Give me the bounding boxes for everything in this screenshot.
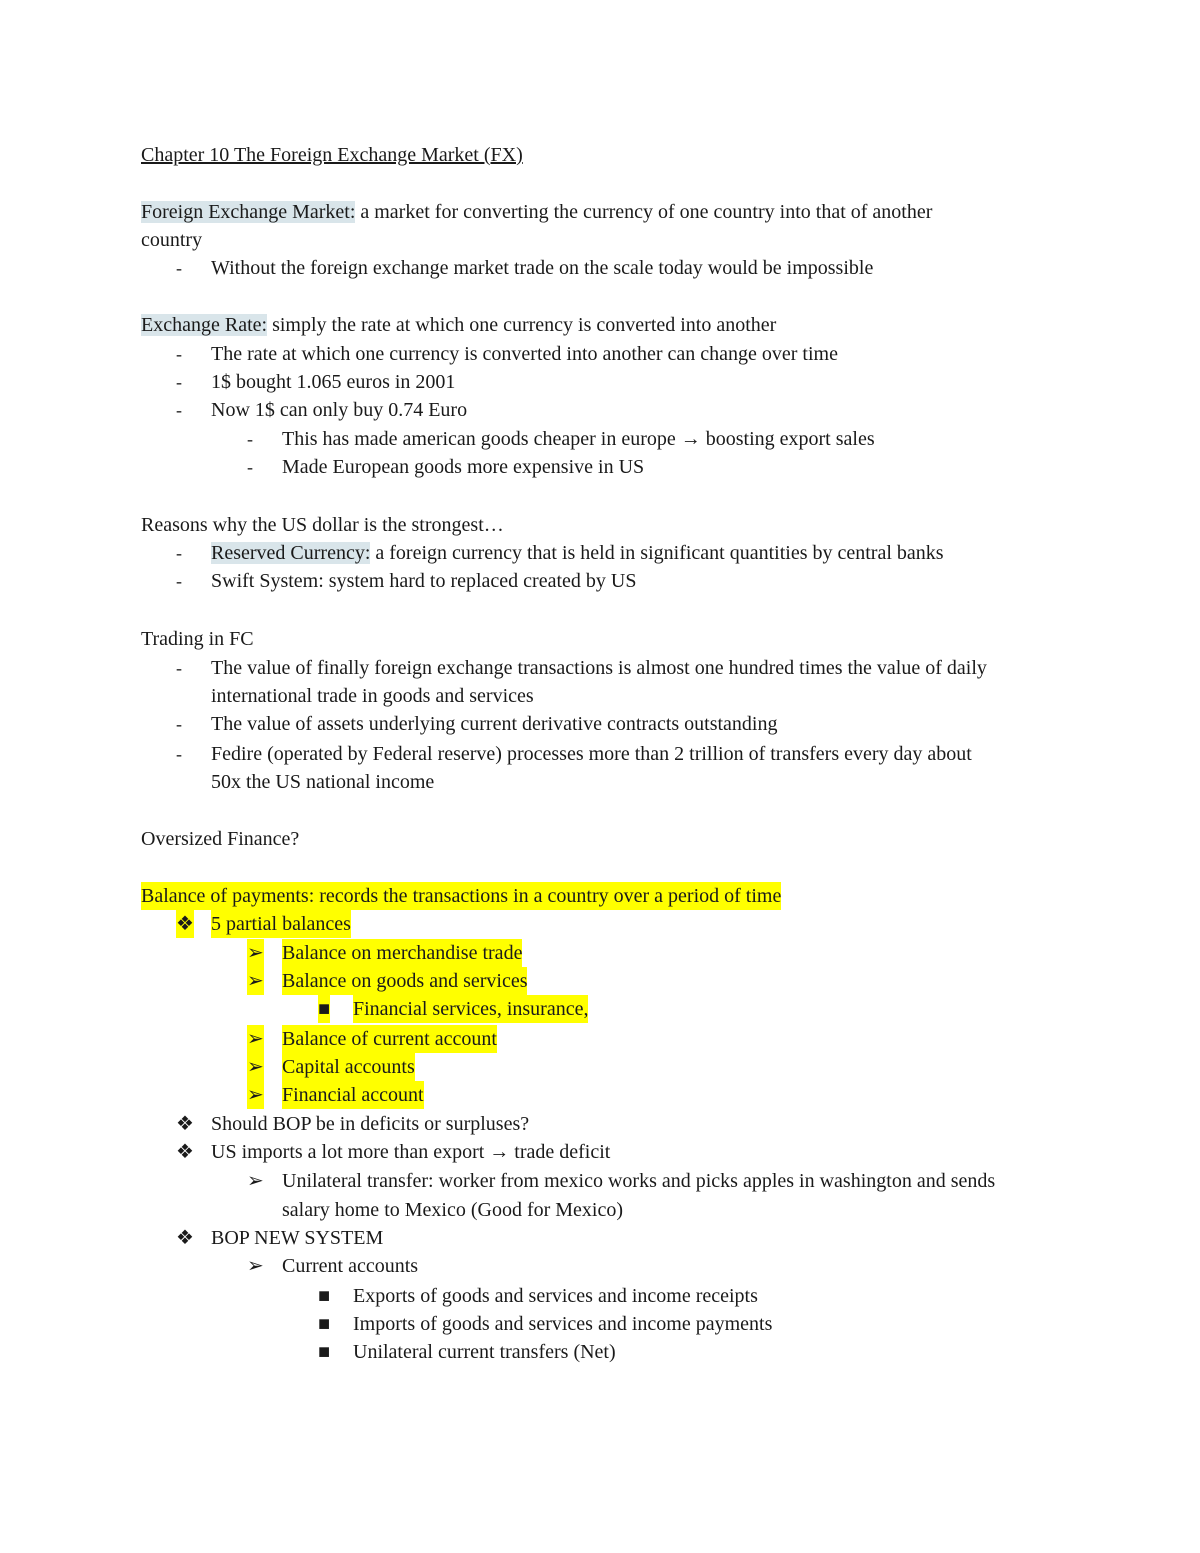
list-item-text: Financial account: [282, 1081, 424, 1109]
list-item-text: BOP NEW SYSTEM: [211, 1227, 384, 1249]
list-item-text: Balance on merchandise trade: [282, 939, 522, 967]
list-item-text: Made European goods more expensive in US: [282, 456, 645, 478]
dash-marker: -: [176, 658, 182, 678]
list-item-text: 5 partial balances: [211, 910, 351, 938]
arrow-marker: ➢: [247, 1053, 264, 1081]
arrow-marker: ➢: [247, 1170, 264, 1192]
list-item-text: The value of assets underlying current derivative contracts outstanding: [211, 713, 778, 735]
list-item-text: Capital accounts: [282, 1053, 415, 1081]
dash-marker: -: [176, 258, 182, 278]
list-item-text: Balance on goods and services: [282, 967, 527, 995]
list-item-text: Fedire (operated by Federal reserve) processes more than 2 trillion of transfers every day about: [211, 743, 972, 765]
list-item-text: international trade in goods and services: [211, 685, 534, 707]
list-item-text: The value of finally foreign exchange transactions is almost one hundred times the value of daily: [211, 657, 987, 679]
dash-marker: -: [176, 400, 182, 420]
dash-marker: -: [176, 744, 182, 764]
list-item-text: Imports of goods and services and income payments: [353, 1313, 773, 1335]
list-item-text: Unilateral current transfers (Net): [353, 1341, 616, 1363]
exchange-rate-definition: [141, 311, 776, 339]
exchange-rate-term: Exchange Rate:: [141, 314, 268, 336]
exchange-rate-def-text: simply the rate at which one currency is converted into another: [267, 314, 777, 336]
dash-marker: -: [176, 571, 182, 591]
list-item-text: Financial services, insurance,: [353, 995, 588, 1023]
square-marker: ■: [318, 1313, 331, 1335]
oversized-heading: Oversized Finance?: [141, 828, 300, 850]
fx-def-text: a market for converting the currency of one country into that of another: [355, 201, 933, 223]
list-item-text: This has made american goods cheaper in europe → boosting export sales: [282, 428, 875, 450]
list-item-text: Balance of current account: [282, 1025, 497, 1053]
list-item-text: Exports of goods and services and income receipts: [353, 1285, 758, 1307]
list-item-text: US imports a lot more than export → trade deficit: [211, 1141, 611, 1163]
dash-marker: -: [176, 372, 182, 392]
dash-marker: -: [176, 714, 182, 734]
square-marker: ■: [318, 1341, 331, 1363]
list-item-text: 1$ bought 1.065 euros in 2001: [211, 371, 456, 393]
list-item-text: salary home to Mexico (Good for Mexico): [282, 1199, 624, 1221]
arrow-marker: ➢: [247, 1081, 264, 1109]
arrow-marker: ➢: [247, 1025, 264, 1053]
list-item-text: [211, 539, 944, 567]
arrow-marker: ➢: [247, 967, 264, 995]
dash-marker: -: [176, 344, 182, 364]
list-item-text: Now 1$ can only buy 0.74 Euro: [211, 399, 468, 421]
list-item-text: Without the foreign exchange market trade on the scale today would be impossible: [211, 257, 874, 279]
dash-marker: -: [247, 457, 253, 477]
dash-marker: -: [176, 543, 182, 563]
fx-def-cont: country: [141, 229, 203, 251]
reserved-currency-def: a foreign currency that is held in significant quantities by central banks: [370, 542, 944, 564]
diamond-marker: ❖: [176, 910, 194, 938]
arrow-marker: ➢: [247, 939, 264, 967]
list-item-text: The rate at which one currency is converted into another can change over time: [211, 343, 838, 365]
page-title: Chapter 10 The Foreign Exchange Market (FX): [141, 144, 523, 166]
list-item-text: Should BOP be in deficits or surpluses?: [211, 1113, 530, 1135]
fx-term: Foreign Exchange Market:: [141, 201, 356, 223]
list-item-text: Unilateral transfer: worker from mexico works and picks apples in washington and sends: [282, 1170, 996, 1192]
trading-heading: Trading in FC: [141, 628, 254, 650]
arrow-marker: ➢: [247, 1255, 264, 1277]
list-item-text: Swift System: system hard to replaced created by US: [211, 570, 637, 592]
list-item-text: Current accounts: [282, 1255, 419, 1277]
diamond-marker: ❖: [176, 1141, 194, 1163]
diamond-marker: ❖: [176, 1113, 194, 1135]
diamond-marker: ❖: [176, 1227, 194, 1249]
square-marker: ■: [318, 995, 330, 1023]
reasons-heading: Reasons why the US dollar is the strongest…: [141, 514, 504, 536]
list-item-text: 50x the US national income: [211, 771, 435, 793]
square-marker: ■: [318, 1285, 331, 1307]
bop-heading: Balance of payments: records the transactions in a country over a period of time: [141, 882, 781, 910]
fx-definition: [141, 198, 932, 226]
reserved-currency-term: Reserved Currency:: [211, 542, 371, 564]
dash-marker: -: [247, 429, 253, 449]
